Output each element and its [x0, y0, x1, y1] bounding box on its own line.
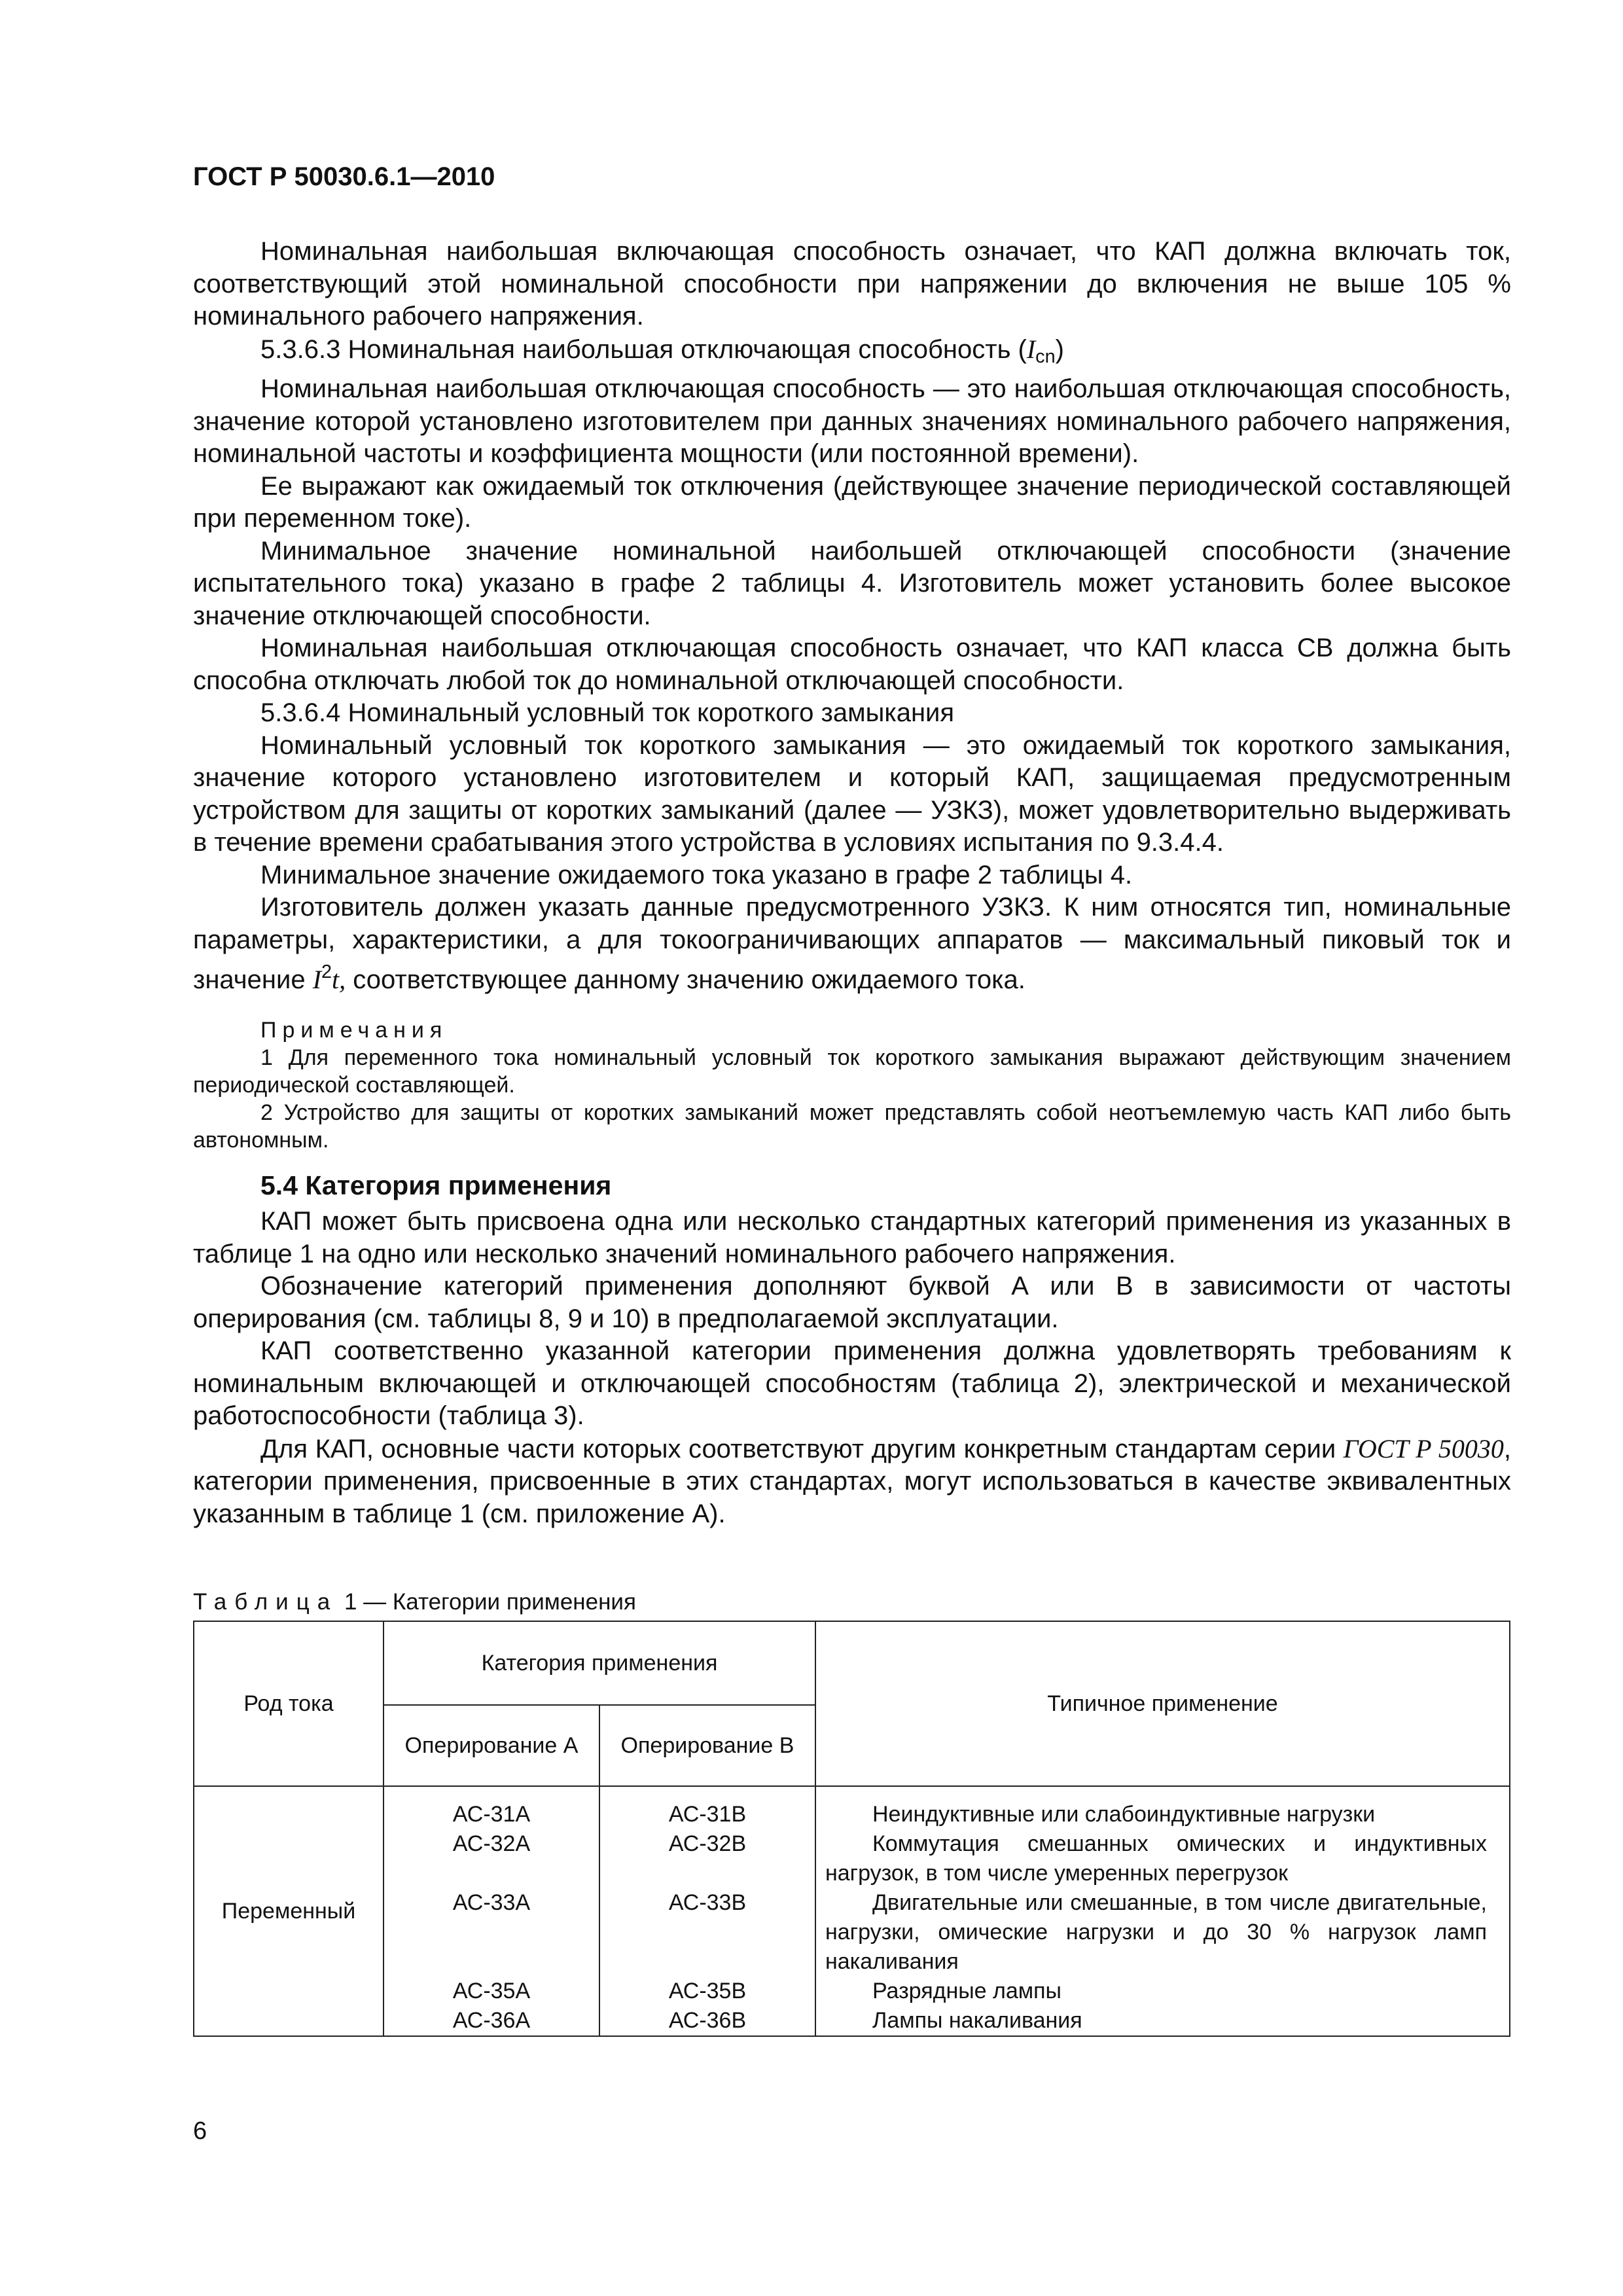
table-caption-text: 1 — Категории применения — [338, 1589, 636, 1615]
table-caption — [193, 1589, 636, 1615]
clause-heading — [193, 333, 1511, 374]
application-item: Неиндуктивные или слабоиндуктивные нагрузки — [872, 1802, 1376, 1827]
section-heading: 5.4 Категория применения — [260, 1170, 612, 1200]
body-text — [193, 236, 1511, 1530]
application-item: Коммутация смешанных омических и индуктивных нагрузок, в том числе умеренных перегрузок — [825, 1831, 1487, 1886]
paragraph: Обозначение категорий применения дополняют буквой А или В в зависимости от частоты оперирования (см. таблицы 8, 9 и 10) в предполагаемой эксплуатации. — [193, 1272, 1511, 1333]
symbol-i: I — [312, 965, 322, 995]
symbol-t: t, — [332, 965, 346, 995]
note-item: 1 Для переменного тока номинальный условный ток короткого замыкания выражают действующим значением периодической составляющей. — [193, 1045, 1511, 1098]
cell-codes-a — [383, 1786, 599, 2036]
categories-table — [193, 1621, 1510, 2037]
header-operation-b: Оперирование В — [599, 1705, 815, 1786]
notes-block — [193, 1016, 1511, 1154]
table-label: Таблица — [193, 1589, 338, 1615]
code-a: АС-35А — [452, 1979, 531, 2003]
clause-text-end: ) — [1055, 334, 1064, 364]
paragraph: КАП может быть присвоена одна или несколько стандартных категорий применения из указанных в таблице 1 на одно или несколько значений номинального рабочего напряжения. — [193, 1207, 1511, 1268]
code-a: АС-36А — [452, 2008, 531, 2033]
symbol-subscript: cn — [1035, 346, 1056, 367]
header-typical-use: Типичное применение — [815, 1621, 1510, 1786]
paragraph: КАП соответственно указанной категории применения должна удовлетворять требованиям к номинальным включающей и отключающей способностям (таблица 2), электрической и механической работоспособности (таблица 3). — [193, 1336, 1511, 1431]
application-item: Разрядные лампы — [872, 1979, 1061, 2003]
paragraph: Ее выражают как ожидаемый ток отключения (действующее значение периодической составляющей при переменном токе). — [193, 471, 1511, 533]
cell-current-type: Переменный — [194, 1786, 383, 2036]
code-b: АС-33В — [668, 1890, 747, 1915]
code-b: АС-32В — [668, 1831, 747, 1856]
code-a: АС-31А — [452, 1802, 531, 1827]
paragraph-text: Для КАП, основные части которых соответствуют другим конкретным стандартам серии — [260, 1434, 1344, 1463]
document-code-header: ГОСТ Р 50030.6.1—2010 — [193, 162, 495, 191]
paragraph-text-end: , категории применения, присвоенные в этих стандартах, могут использоваться в качестве эквивалентных указанным в таблице 1 (см. приложение А). — [193, 1434, 1511, 1528]
code-a: АС-33А — [452, 1890, 531, 1915]
clause-heading: 5.3.6.4 Номинальный условный ток короткого замыкания — [260, 698, 955, 728]
code-b: АС-31В — [668, 1802, 747, 1827]
code-a: АС-32А — [452, 1831, 531, 1856]
cell-typical-use — [815, 1786, 1510, 2036]
header-current-type: Род тока — [194, 1621, 383, 1786]
note-item: 2 Устройство для защиты от коротких замыканий может представлять собой неотъемлемую часть КАП либо быть автономным. — [193, 1100, 1511, 1153]
code-b: АС-35В — [668, 1979, 747, 2003]
page-number: 6 — [193, 2117, 207, 2145]
clause-text: 5.3.6.3 Номинальная наибольшая отключающая способность ( — [260, 334, 1027, 364]
paragraph: Номинальная наибольшая включающая способность означает, что КАП должна включать ток, соответствующий этой номинальной способности при напряжении до включения не выше 105 % номинального рабочего напряжения. — [193, 237, 1511, 331]
paragraph: Минимальное значение номинальной наибольшей отключающей способности (значение испытательного тока) указано в графе 2 таблицы 4. Изготовитель может установить более высокое значение отключающей способности. — [193, 536, 1511, 630]
cell-codes-b — [599, 1786, 815, 2036]
paragraph — [193, 1433, 1511, 1531]
paragraph: Номинальный условный ток короткого замыкания — это ожидаемый ток короткого замыкания, значение которого установлено изготовителем и который КАП, защищаемая предусмотренным устройством для защиты от коротких замыканий (далее — УЗКЗ), может удовлетворительно выдерживать в течение времени срабатывания этого устройства в условиях испытания по 9.3.4.4. — [193, 730, 1511, 857]
notes-title: Примечания — [260, 1017, 448, 1043]
paragraph-text: Изготовитель должен указать данные предусмотренного УЗКЗ. К ним относятся тип, номинальные параметры, характеристики, а для токоограничивающих аппаратов — максимальный пиковый ток и значение — [193, 893, 1511, 995]
application-item: Двигательные или смешанные, в том числе двигательные, нагрузки, омические нагрузки и до 30 % нагрузок ламп накаливания — [825, 1890, 1487, 1974]
symbol-superscript: 2 — [321, 961, 332, 983]
paragraph-text-end: соответствующее данному значению ожидаемого тока. — [346, 965, 1026, 995]
header-category: Категория применения — [383, 1621, 815, 1705]
paragraph — [193, 891, 1511, 996]
application-item: Лампы накаливания — [872, 2008, 1082, 2033]
header-operation-a: Оперирование А — [383, 1705, 599, 1786]
paragraph: Номинальная наибольшая отключающая способность означает, что КАП класса СВ должна быть способна отключать любой ток до номинальной отключающей способности. — [193, 634, 1511, 695]
standard-reference: ГОСТ Р 50030 — [1343, 1433, 1504, 1463]
symbol-i: I — [1026, 334, 1036, 364]
paragraph: Минимальное значение ожидаемого тока указано в графе 2 таблицы 4. — [260, 860, 1133, 889]
code-b: АС-36В — [668, 2008, 747, 2033]
paragraph: Номинальная наибольшая отключающая способность — это наибольшая отключающая способность, значение которой установлено изготовителем при данных значениях номинального рабочего напряжения, номинальной частоты и коэффициента мощности (или постоянной времени). — [193, 374, 1511, 469]
